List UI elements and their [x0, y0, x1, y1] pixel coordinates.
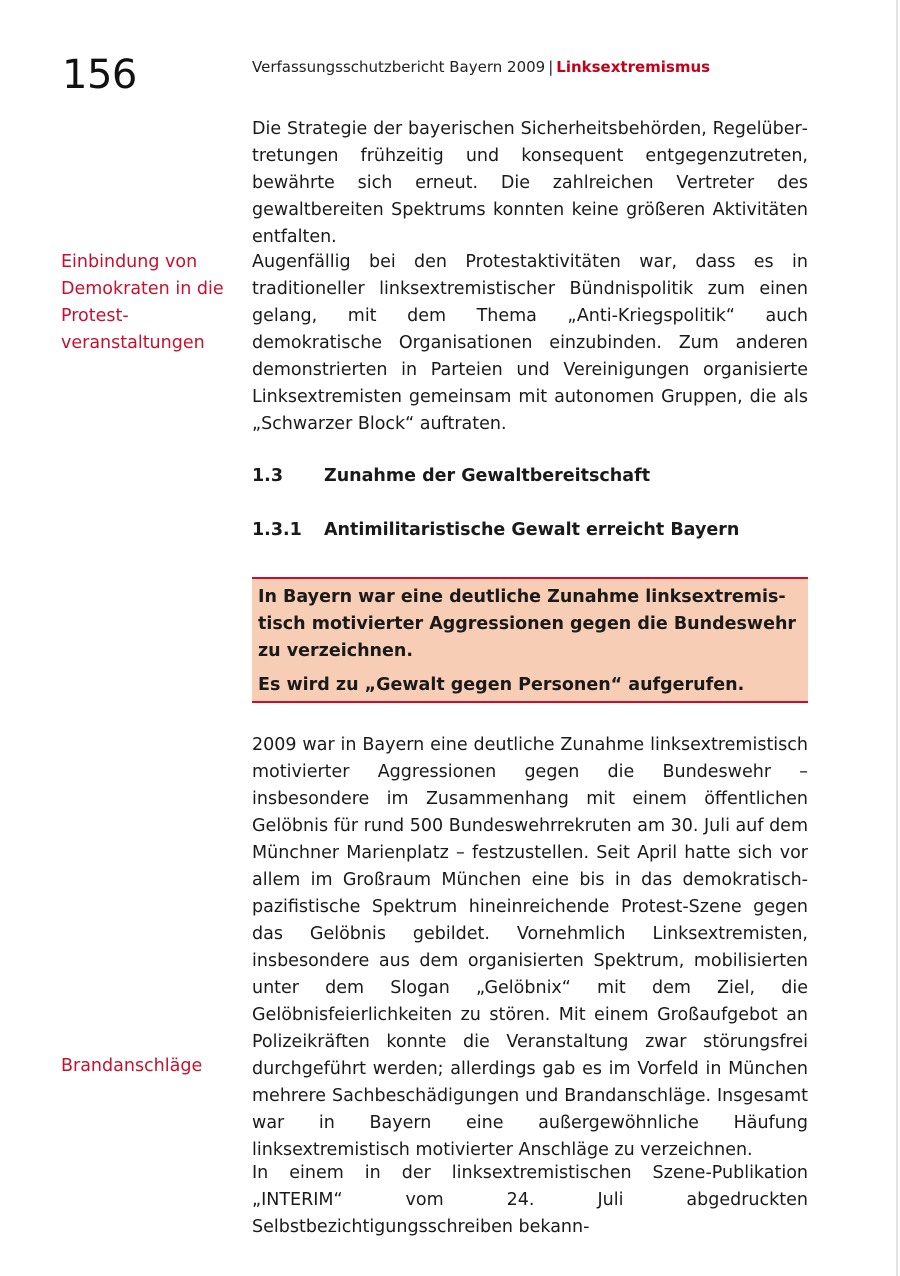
paragraph-interim: In einem in der linksextremistischen Szene-Publikation „INTERIM“ vom 24. Juli abgedruckten Selbstbezichtigungsschreiben bekann- — [252, 1163, 808, 1237]
heading-number: 1.3 — [252, 466, 284, 486]
heading-title: Zunahme der Gewaltbereitschaft — [324, 466, 651, 486]
paragraph-protest: Augenfällig bei den Protestaktivitäten war, dass es in traditioneller linksextremistischer Bündnispolitik zum einen gelang, mit dem Thema „Anti-Kriegspolitik“ auch demokratische Organisationen einzubinden. Zum anderen demonstrierten in Parteien und Vereinigungen organisierte Linksextremisten gemeinsam mit autonomen Gruppen, die als „Schwarzer Block“ auftraten. — [252, 252, 808, 434]
callout-text-1: In Bayern war eine deutliche Zunahme linksextremistisch motivierter Aggressionen gegen die Bundeswehr zu verzeichnen. — [258, 587, 797, 661]
heading-1-3-1 — [252, 517, 739, 544]
heading-number: 1.3.1 — [252, 520, 302, 540]
paragraph-2009: 2009 war in Bayern eine deutliche Zunahme linksextremistisch motivierter Aggressionen gegen die Bundeswehr – insbesondere im Zusammenhang mit einem öffentlichen Gelöbnis für rund 500 Bundeswehrrekruten am 30. Juli auf dem Münchner Marienplatz – festzustellen. Seit April hatte sich vor allem im Großraum München eine bis in das demokratisch-pazifistische Spektrum hineinreichende Protest-Szene gegen das Gelöbnis gebildet. Vornehmlich Linksextremisten, insbesondere aus dem organisierten Spektrum, mobilisierten unter dem Slogan „Gelöbnix“ mit dem Ziel, die Gelöbnisfeierlichkeiten zu stören. Mit einem Großaufgebot an Polizeikräften konnte die Veranstaltung zwar störungsfrei durchgeführt werden; allerdings gab es im Vorfeld in München mehrere Sachbeschädigungen und Brandanschläge. Insgesamt war in Bayern eine außergewöhnliche Häufung linksextremistisch motivierter Anschläge zu verzeichnen. — [252, 735, 808, 1160]
heading-title: Antimilitaristische Gewalt erreicht Bayern — [324, 520, 740, 540]
paragraph-strategy: Die Strategie der bayerischen Sicherheitsbehörden, Regelübertretungen frühzeitig und konsequent entgegenzutreten, bewährte sich erneut. Die zahlreichen Vertreter des gewaltbereiten Spektrums konnten keine größeren Aktivitäten entfalten. — [252, 119, 808, 247]
heading-1-3 — [252, 463, 650, 490]
summary-callout-box — [252, 577, 808, 703]
page-number: 156 — [62, 52, 137, 98]
margin-note-brandanschlaege: Brandanschläge — [61, 1056, 203, 1076]
running-header — [252, 58, 710, 76]
margin-note-einbindung: Einbindung von Demokraten in die Protestveranstaltungen — [61, 252, 224, 353]
callout-text-2: Es wird zu „Gewalt gegen Personen“ aufgerufen. — [258, 675, 745, 695]
publication-title: Verfassungsschutzbericht Bayern 2009 — [252, 58, 546, 76]
page-edge-line — [896, 0, 898, 1276]
section-title: Linksextremismus — [556, 58, 711, 76]
header-separator: | — [548, 58, 554, 76]
